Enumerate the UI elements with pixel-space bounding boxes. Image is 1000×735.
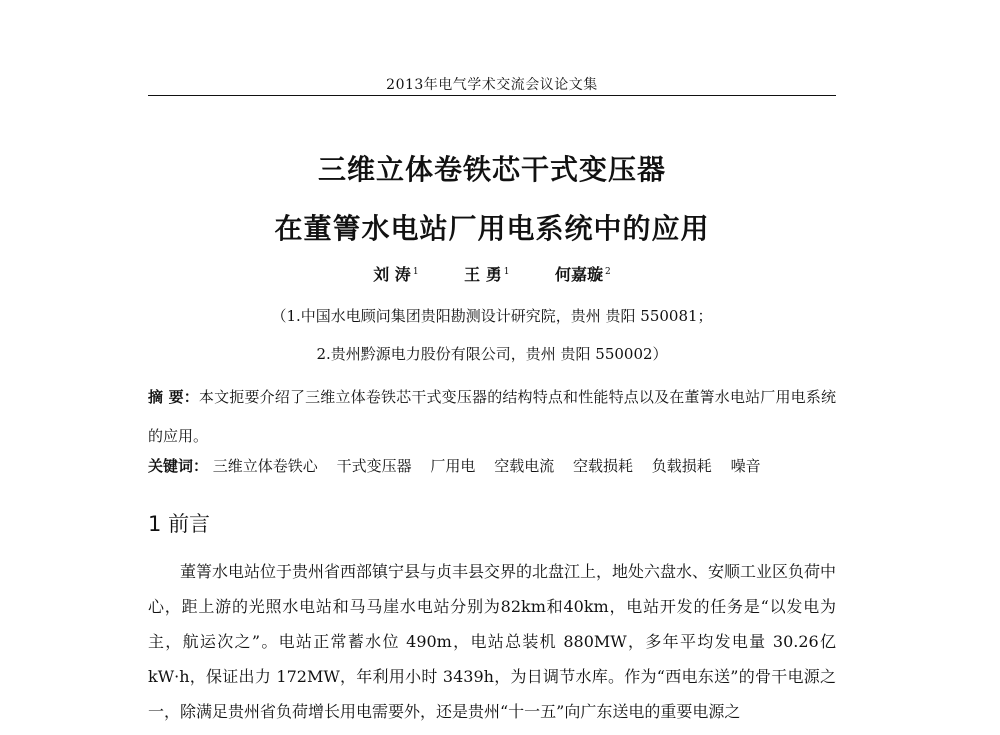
running-head: 2013年电气学术交流会议论文集: [386, 77, 598, 93]
author: [555, 265, 611, 284]
abstract: [148, 378, 836, 456]
abstract-text: 本文扼要介绍了三维立体卷铁芯干式变压器的结构特点和性能特点以及在董箐水电站厂用电系统的应用。: [148, 388, 836, 445]
author-list: [148, 262, 836, 285]
author-name: 刘 涛: [373, 265, 411, 284]
keyword: 负载损耗: [651, 457, 712, 475]
paper-title-line-2: 在董箐水电站厂用电系统中的应用: [274, 212, 710, 245]
header-rule: [148, 95, 836, 96]
keywords-label: 关键词：: [148, 457, 209, 475]
paper-title-line-1: 三维立体卷铁芯干式变压器: [317, 153, 666, 186]
keyword: 干式变压器: [336, 457, 412, 475]
author-name: 王 勇: [464, 265, 502, 284]
section-number: 1: [148, 512, 162, 536]
author: [464, 265, 509, 284]
author-affiliation-mark: 1: [412, 266, 419, 277]
keyword: 三维立体卷铁心: [212, 457, 318, 475]
keyword: 空载损耗: [572, 457, 633, 475]
author: [373, 265, 418, 284]
keyword: 厂用电: [430, 457, 476, 475]
author-affiliation-mark: 2: [605, 266, 611, 277]
author-name: 何嘉璇: [555, 265, 604, 284]
keyword: 空载电流: [494, 457, 555, 475]
section-title: 前言: [168, 512, 211, 536]
affiliation-line-2: 2.贵州黔源电力股份有限公司，贵州 贵阳 550002）: [316, 345, 668, 363]
keyword: 噪音: [730, 457, 761, 475]
abstract-label: 摘 要：: [148, 388, 199, 406]
body-paragraph: 董箐水电站位于贵州省西部镇宁县与贞丰县交界的北盘江上，地处六盘水、安顺工业区负荷中心，距上游的光照水电站和马马崖水电站分别为82km和40km，电站开发的任务是“以发电为主，航运次之”。电站正常蓄水位 490m，电站总装机 880MW，多年平均发电量 30.26亿 kW·h，保证出力 172MW，年利用小时 3439h，为日调节水库。作为“西电东送”的骨干电源之一，除满足贵州省负荷增长用电需要外，还是贵州“十一五”向广东送电的重要电源之: [148, 562, 837, 721]
author-affiliation-mark: 1: [503, 266, 510, 277]
keywords: [148, 455, 836, 476]
section-heading: [148, 508, 210, 538]
affiliation-line-1: （1.中国水电顾问集团贵阳勘测设计研究院，贵州 贵阳 550081；: [271, 307, 713, 325]
